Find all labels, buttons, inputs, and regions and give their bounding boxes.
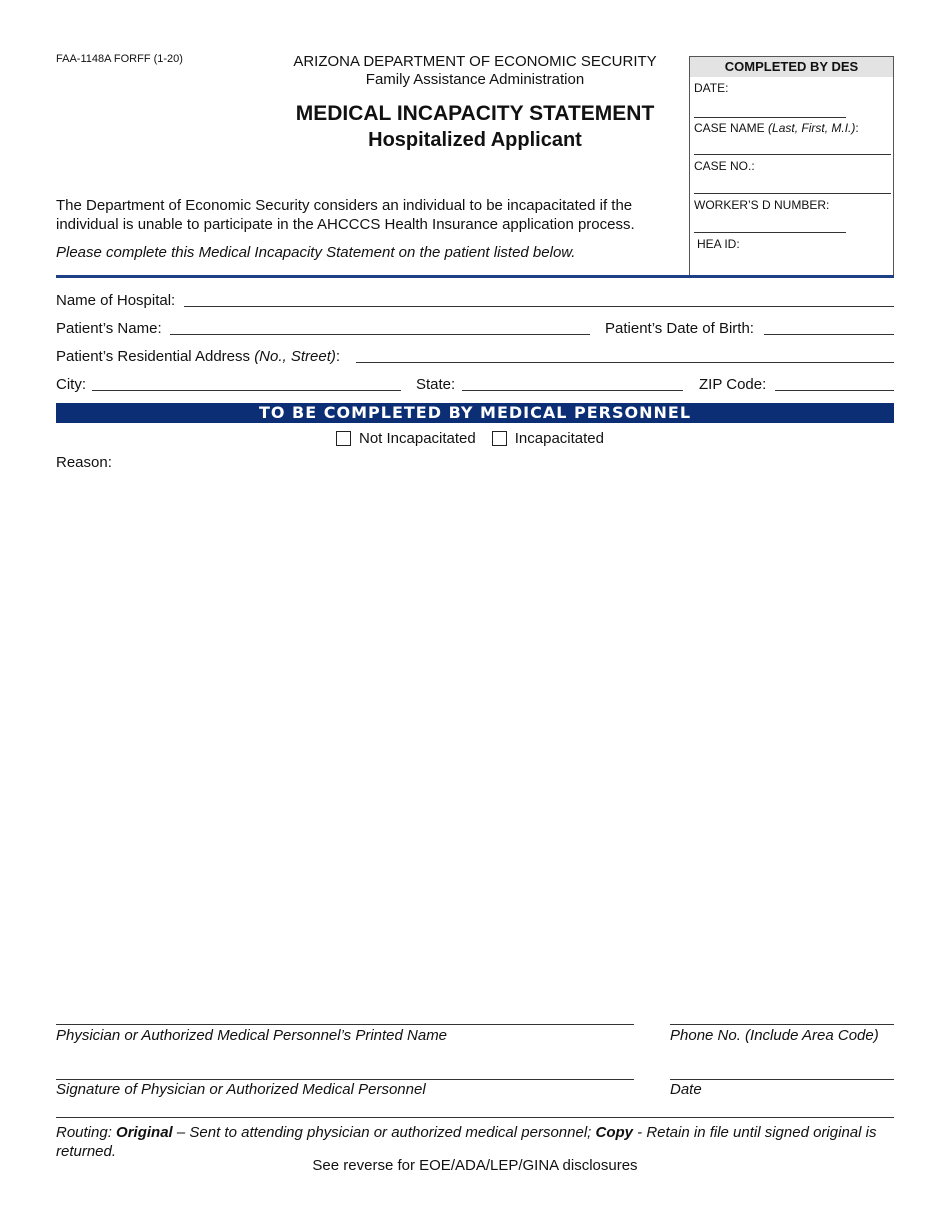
signature-date-line[interactable] [670,1079,894,1080]
address-label [56,348,340,365]
hospital-input[interactable] [184,306,894,307]
form-id: FAA-1148A FORFF (1-20) [56,53,183,65]
des-case-no-label: CASE NO.: [694,159,755,173]
incapacitated-label: Incapacitated [514,430,604,447]
routing-original-word: Original [116,1124,173,1141]
patient-name-input[interactable] [170,334,590,335]
des-date-label: DATE: [694,81,729,95]
des-case-no-field[interactable] [694,193,891,194]
signature-line[interactable] [56,1079,634,1080]
form-subtitle: Hospitalized Applicant [368,129,582,151]
case-name-hint: (Last, First, M.I.) [768,121,856,135]
state-label: State: [416,376,456,393]
printed-name-line[interactable] [56,1024,634,1025]
agency-block [280,53,670,89]
form-title: MEDICAL INCAPACITY STATEMENT [295,102,655,125]
zip-input[interactable] [775,390,894,391]
medical-personnel-banner: TO BE COMPLETED BY MEDICAL PERSONNEL [56,403,894,423]
des-box [689,56,894,276]
footer-divider [56,1117,894,1118]
intro-paragraph: The Department of Economic Security considers an individual to be incapacitated if the individual is unable to participate in the AHCCCS Health Insurance application process. [56,197,635,233]
reason-label: Reason: [56,454,112,471]
routing-prefix: Routing: [56,1124,117,1141]
intro-instruction: Please complete this Medical Incapacity Statement on the patient listed below. [56,244,576,261]
address-label-text: Patient’s Residential Address [56,348,251,365]
incapacitated-checkbox[interactable] [492,431,507,446]
case-name-colon: : [855,121,859,135]
zip-label: ZIP Code: [699,376,767,393]
incapacity-options [336,430,604,447]
state-input[interactable] [462,390,683,391]
phone-line[interactable] [670,1024,894,1025]
form-title-block [280,101,670,153]
dob-label: Patient’s Date of Birth: [605,320,754,337]
city-label: City: [56,376,86,393]
city-input[interactable] [92,390,401,391]
printed-name-label: Physician or Authorized Medical Personnel’s Printed Name [56,1027,448,1044]
not-incapacitated-checkbox[interactable] [336,431,351,446]
reverse-note: See reverse for EOE/ADA/LEP/GINA disclosures [312,1157,638,1174]
des-worker-field[interactable] [694,232,846,233]
routing-original-text: – Sent to attending physician or authorized medical personnel; [172,1124,596,1141]
des-hea-label: HEA ID: [697,237,740,251]
des-case-name-label [694,121,859,135]
phone-label: Phone No. (Include Area Code) [670,1027,879,1044]
des-date-field[interactable] [694,117,846,118]
des-box-heading: COMPLETED BY DES [690,57,893,77]
signature-label: Signature of Physician or Authorized Medical Personnel [56,1081,426,1098]
not-incapacitated-label: Not Incapacitated [359,430,476,447]
des-worker-label: WORKER’S D NUMBER: [694,198,830,212]
patient-name-label: Patient’s Name: [56,320,162,337]
case-name-text: CASE NAME [694,121,765,135]
routing-copy-text: - Retain in file until signed original is returned. [56,1124,877,1160]
dob-input[interactable] [764,334,894,335]
des-case-name-field[interactable] [694,154,891,155]
hospital-label: Name of Hospital: [56,292,176,309]
address-colon: : [335,348,341,365]
division-name: Family Assistance Administration [365,71,585,88]
header-divider [56,275,894,278]
routing-copy-word: Copy [595,1124,633,1141]
agency-name: ARIZONA DEPARTMENT OF ECONOMIC SECURITY [293,53,657,70]
signature-date-label: Date [670,1081,702,1098]
routing-note [56,1123,896,1161]
address-hint: (No., Street) [254,348,336,365]
address-input[interactable] [356,362,894,363]
